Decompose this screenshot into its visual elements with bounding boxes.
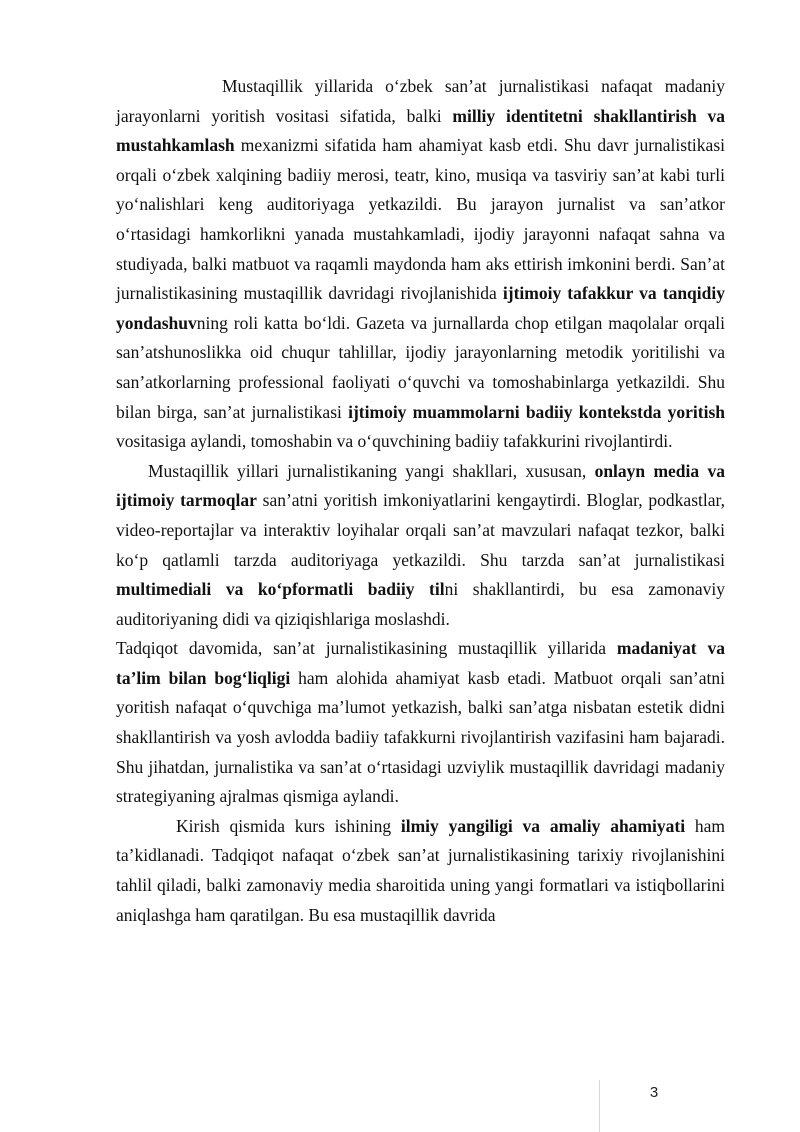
footer-divider <box>599 1080 600 1132</box>
paragraph-2-segment-5: ni shakllantirdi, bu esa zamonaviy auditoriyaning didi va qiziqishlariga moslashdi. <box>116 579 725 629</box>
paragraph-4-segment-1: Kirish qismida kurs ishining <box>176 815 401 836</box>
paragraph-1-bold-1: milliy identitetni shakllantirish va mustahkamlash <box>116 105 725 156</box>
paragraph-3-bold-1: madaniyat va ta’lim bilan bog‘liqligi <box>116 638 725 688</box>
paragraph-1-segment-1: Mustaqillik yillarida o‘zbek san’at jurnalistikasi nafaqat madaniy jarayonlarni yoritish vositasi sifatida, balki <box>116 76 725 126</box>
paragraph-1-segment-7: vositasiga aylandi, tomoshabin va o‘quvchining badiiy tafakkurini rivojlantirdi. <box>116 431 673 452</box>
paragraph-1 <box>116 72 725 457</box>
paragraph-3-segment-1: Tadqiqot davomida, san’at jurnalistikasining mustaqillik yillarida <box>116 638 617 659</box>
paragraph-2-bold-1: onlayn media va ijtimoiy tarmoqlar <box>116 460 725 511</box>
paragraph-2-segment-1: Mustaqillik yillari jurnalistikaning yangi shakllari, xususan, <box>148 460 595 481</box>
paragraph-4-segment-3: ham ta’kidlanadi. Tadqiqot nafaqat o‘zbek san’at jurnalistikasining tarixiy rivojlanishini tahlil qiladi, balki zamonaviy media sharoitida uning yangi formatlari va istiqbollarini aniqlashga ham qaratilgan. Bu esa mustaqillik davrida <box>116 815 725 925</box>
paragraph-2-bold-2: multimediali va ko‘pformatli badiiy til <box>116 579 445 600</box>
paragraph-1-bold-2: ijtimoiy tafakkur va tanqidiy yondashuv <box>116 283 725 333</box>
body-text <box>116 72 725 930</box>
paragraph-1-segment-5: ning roli katta bo‘ldi. Gazeta va jurnallarda chop etilgan maqolalar orqali san’atshunoslikka oid chuqur tahlillar, ijodiy jarayonlarning metodik yoritilishi va san’atkorlarning professional faoliyati o‘quvchi va tomoshabinlarga yetkazildi. Shu bilan birga, san’at jurnalistikasi <box>116 312 725 422</box>
paragraph-1-bold-3: ijtimoiy muammolarni badiiy kontekstda yoritish <box>348 401 725 422</box>
paragraph-2 <box>116 457 725 635</box>
page-number: 3 <box>649 1084 659 1101</box>
paragraph-4-bold-1: ilmiy yangiligi va amaliy ahamiyati <box>400 815 686 836</box>
paragraph-3 <box>116 634 725 812</box>
paragraph-2-segment-3: san’atni yoritish imkoniyatlarini kengaytirdi. Bloglar, podkastlar, video-reportajlar va interaktiv loyihalar orqali san’at mavzulari nafaqat tezkor, balki ko‘p qatlamli tarzda auditoriyaga yetkazildi. Shu tarzda san’at jurnalistikasi <box>116 490 726 570</box>
paragraph-4 <box>116 812 725 930</box>
paragraph-3-segment-3: ham alohida ahamiyat kasb etadi. Matbuot orqali san’atni yoritish nafaqat o‘quvchiga ma’lumot yetkazish, balki san’atga nisbatan estetik didni shakllantirish va yosh avlodda badiiy tafakkurni rivojlantirish vazifasini ham bajaradi. Shu jihatdan, jurnalistika va san’at o‘rtasidagi uzviylik mustaqillik davridagi madaniy strategiyaning ajralmas qismiga aylandi. <box>116 667 725 807</box>
paragraph-1-segment-3: mexanizmi sifatida ham ahamiyat kasb etdi. Shu davr jurnalistikasi orqali o‘zbek xalqining badiiy merosi, teatr, kino, musiqa va tasviriy san’at kabi turli yo‘nalishlari keng auditoriyaga yetkazildi. Bu jarayon jurnalist va san’atkor o‘rtasidagi hamkorlikni yanada mustahkamladi, ijodiy jarayonni nafaqat sahna va studiyada, balki matbuot va raqamli maydonda ham aks ettirish imkonini berdi. San’at jurnalistikasining mustaqillik davridagi rivojlanishida <box>116 135 725 304</box>
